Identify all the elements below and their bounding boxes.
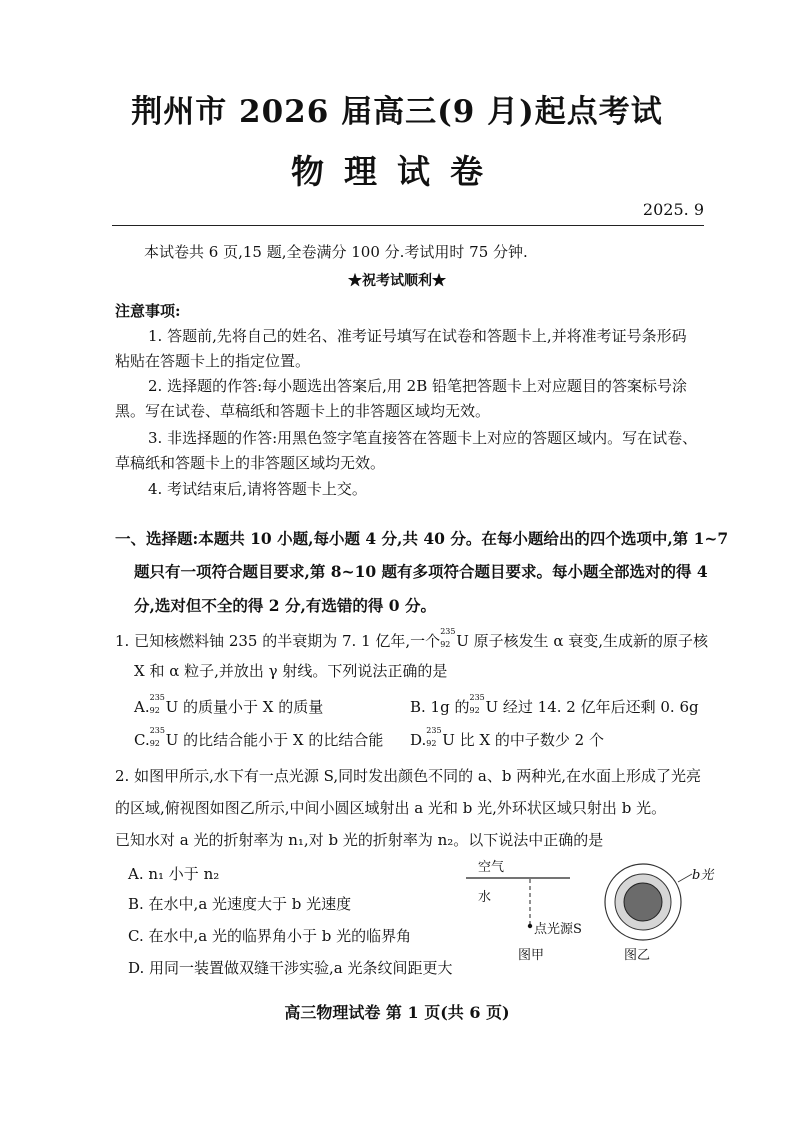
notice-item-3-line-1: 3. 非选择题的作答:用黑色签字笔直接答在答题卡上对应的答题区域内。写在试卷、: [148, 429, 698, 447]
exam-title: 荆州市 2026 届高三(9 月)起点考试: [131, 94, 663, 130]
q2-stem-line-2: 的区域,俯视图如图乙所示,中间小圆区域射出 a 光和 b 光,外环状区域只射出 b 光。: [115, 799, 667, 817]
notice-item-1-line-1: 1. 答题前,先将自己的姓名、准考证号填写在试卷和答题卡上,并将准考证号条形码: [148, 327, 687, 345]
good-luck-banner: ★祝考试顺利★: [348, 273, 446, 289]
page-footer: 高三物理试卷 第 1 页(共 6 页): [284, 1003, 510, 1022]
figure-1-caption: 图甲: [518, 948, 545, 963]
source-label: 点光源S: [534, 922, 582, 937]
notice-item-2-line-1: 2. 选择题的作答:每小题选出答案后,用 2B 铅笔把答题卡上对应题目的答案标号涂: [148, 377, 688, 395]
q2-stem-line-1: 2. 如图甲所示,水下有一点光源 S,同时发出颜色不同的 a、b 两种光,在水面上形成了光亮: [115, 767, 701, 785]
section-1-line-3: 分,选对但不全的得 2 分,有选错的得 0 分。: [134, 596, 436, 615]
subject-title: 物理试卷: [291, 152, 503, 191]
q2-stem-line-3: 已知水对 a 光的折射率为 n₁,对 b 光的折射率为 n₂。以下说法中正确的是: [115, 831, 604, 849]
exam-summary: 本试卷共 6 页,15 题,全卷满分 100 分.考试用时 75 分钟.: [144, 243, 528, 261]
notice-item-1-line-2: 粘贴在答题卡上的指定位置。: [115, 352, 311, 370]
figure-2-caption: 图乙: [624, 948, 651, 963]
notice-heading: 注意事项:: [115, 302, 181, 320]
header-divider: [112, 225, 704, 226]
notice-item-3-line-2: 草稿纸和答题卡上的非答题区域均无效。: [115, 454, 386, 472]
section-1-line-1: 一、选择题:本题共 10 小题,每小题 4 分,共 40 分。在每小题给出的四个选项中,第 1~7: [115, 529, 729, 548]
q1-option-c: C. 235 92 U 的比结合能小于 X 的比结合能: [134, 726, 384, 749]
q1-option-d: D. 235 92 U 比 X 的中子数少 2 个: [410, 726, 604, 749]
q2-option-b: B. 在水中,a 光速度大于 b 光速度: [128, 895, 352, 913]
notice-item-4: 4. 考试结束后,请将答题卡上交。: [148, 480, 367, 498]
q1-stem-line-2: X 和 α 粒子,并放出 γ 射线。下列说法正确的是: [134, 662, 448, 680]
point-source-dot: [528, 924, 532, 928]
b-light-pointer: [678, 874, 692, 882]
q2-option-d: D. 用同一装置做双缝干涉实验,a 光条纹间距更大: [128, 959, 453, 977]
water-label: 水: [478, 890, 492, 905]
air-label: 空气: [478, 860, 505, 875]
notice-item-2-line-2: 黑。写在试卷、草稿纸和答题卡上的非答题区域均无效。: [115, 402, 491, 420]
central-light-circle: [624, 883, 662, 921]
uranium-isotope: 235 92: [440, 627, 456, 649]
q2-option-c: C. 在水中,a 光的临界角小于 b 光的临界角: [128, 927, 412, 945]
q2-figures: [460, 852, 740, 972]
exam-date: 2025. 9: [642, 200, 704, 219]
q1-stem-line-1: 1. 已知核燃料铀 235 的半衰期为 7. 1 亿年,一个 235 92 U 原子核发生 α 衰变,生成新的原子核: [115, 627, 709, 650]
q2-option-a: A. n₁ 小于 n₂: [128, 865, 220, 883]
section-1-line-2: 题只有一项符合题目要求,第 8~10 题有多项符合题目要求。每小题全部选对的得 4: [134, 562, 708, 581]
q1-option-b: B. 1g 的 235 92 U 经过 14. 2 亿年后还剩 0. 6g: [410, 693, 699, 716]
b-light-label: b光: [692, 868, 714, 883]
q1-option-a: A. 235 92 U 的质量小于 X 的质量: [134, 693, 324, 716]
